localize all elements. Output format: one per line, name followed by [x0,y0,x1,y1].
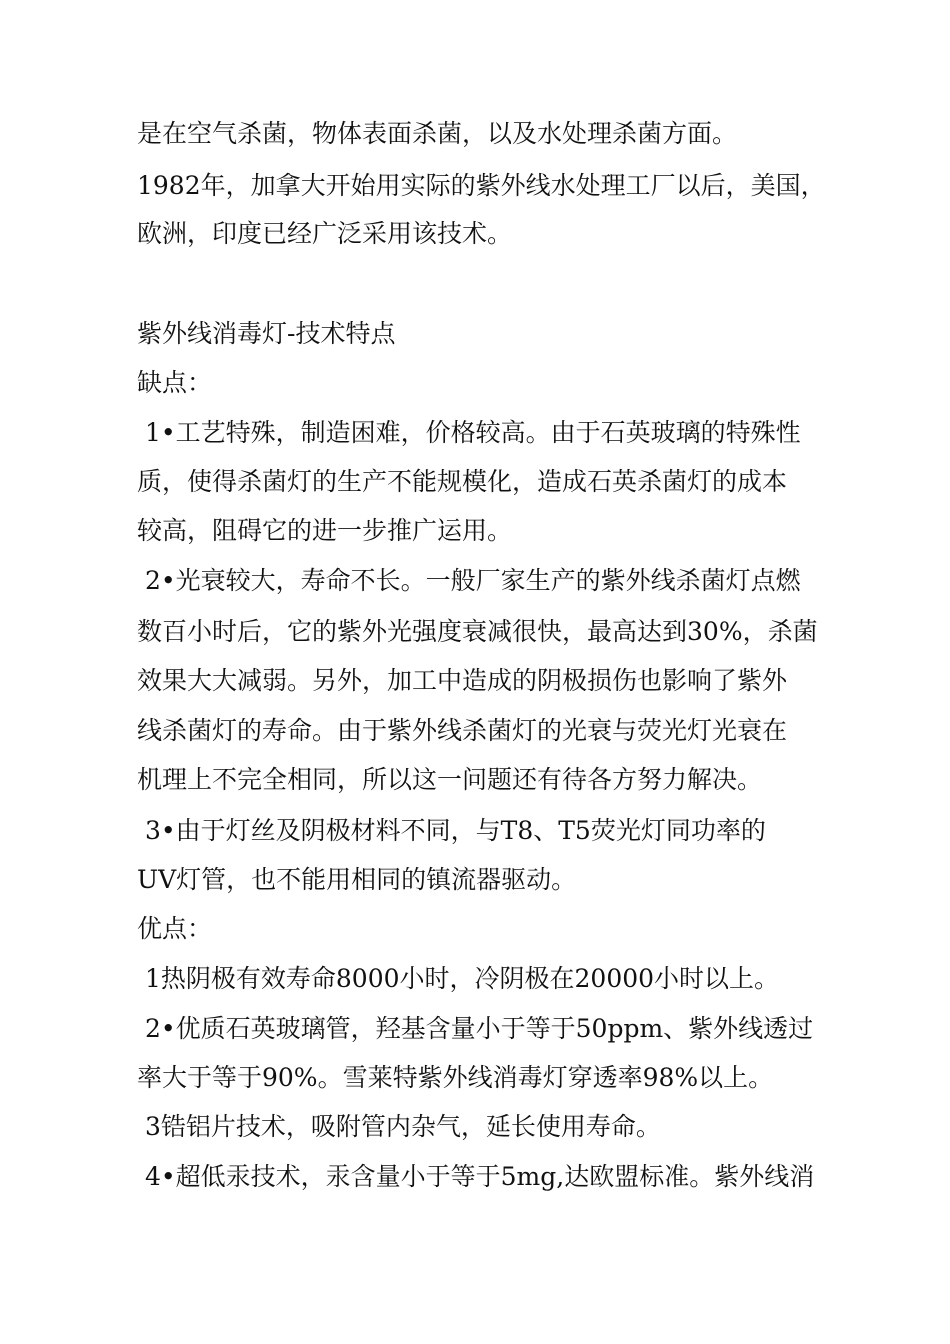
list-item-line: 2•优质石英玻璃管，羟基含量小于等于50ppm、紫外线透过 [145,1014,814,1043]
list-item-line: 2•光衰较大，寿命不长。一般厂家生产的紫外线杀菌灯点燃 [145,566,801,595]
list-item-line: UV灯管，也不能用相同的镇流器驱动。 [137,865,577,894]
list-item-line: 机理上不完全相同，所以这一问题还有待各方努力解决。 [137,765,763,794]
paragraph-line: 欧洲，印度已经广泛采用该技术。 [137,219,513,248]
paragraph-line: 是在空气杀菌，物体表面杀菌，以及水处理杀菌方面。 [137,119,738,148]
list-item-line: 数百小时后，它的紫外光强度衰减很快，最高达到30%，杀菌 [137,617,818,646]
section-heading: 紫外线消毒灯-技术特点 [137,319,396,348]
list-item-line: 率大于等于90%。雪莱特紫外线消毒灯穿透率98%以上。 [137,1063,774,1092]
list-item-line: 3锆铝片技术，吸附管内杂气，延长使用寿命。 [145,1112,661,1141]
list-item-line: 4•超低汞技术，汞含量小于等于5mg,达欧盟标准。紫外线消 [145,1162,815,1191]
list-item-line: 线杀菌灯的寿命。由于紫外线杀菌灯的光衰与荧光灯光衰在 [137,716,788,745]
subheading-pros: 优点： [137,914,213,943]
subheading-cons: 缺点： [137,368,213,397]
list-item-line: 3•由于灯丝及阴极材料不同，与T8、T5荧光灯同功率的 [145,816,766,845]
list-item-line: 效果大大减弱。另外，加工中造成的阴极损伤也影响了紫外 [137,666,788,695]
list-item-line: 较高，阻碍它的进一步推广运用。 [137,516,513,545]
list-item-line: 质，使得杀菌灯的生产不能规模化，造成石英杀菌灯的成本 [137,467,788,496]
list-item-line: 1热阴极有效寿命8000小时，冷阴极在20000小时以上。 [145,964,780,993]
list-item-line: 1•工艺特殊，制造困难，价格较高。由于石英玻璃的特殊性 [145,418,801,447]
paragraph-line: 1982年，加拿大开始用实际的紫外线水处理工厂以后，美国， [137,171,826,200]
